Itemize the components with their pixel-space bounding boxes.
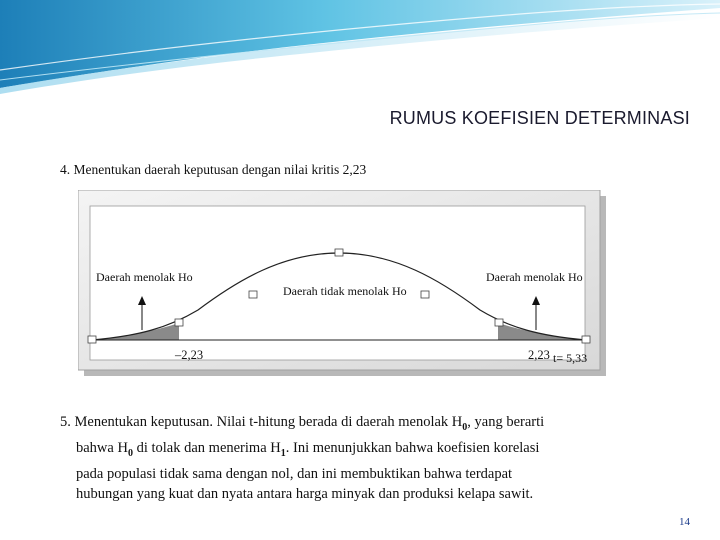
right-region-label: Daerah menolak Ho (486, 270, 583, 284)
step-5-line-1b: , yang berarti (467, 414, 545, 430)
subscript-1: 1 (280, 447, 286, 459)
handle-peak (335, 249, 343, 256)
subscript-0b: 0 (127, 447, 133, 459)
left-region-label: Daerah menolak Ho (96, 270, 193, 284)
page-number: 14 (679, 516, 690, 528)
header-swoosh-decoration (0, 0, 720, 95)
step-5-line-2a: bahwa H (76, 439, 128, 456)
step-5-line-4: hubungan yang kuat dan nyata antara harga minyak dan produksi kelapa sawit. (76, 485, 534, 502)
step-5-line-2 (60, 438, 680, 464)
handle-right-critical (495, 319, 503, 326)
subscript-0: 0 (462, 421, 468, 433)
step-5-line-2b: di tolak dan menerima H (132, 439, 281, 456)
step-5-line-1a: 5. Menentukan keputusan. Nilai t-hitung berada di daerah menolak H (60, 414, 463, 430)
handle-left-critical (175, 319, 183, 326)
handle-left-end (88, 336, 96, 343)
handle-right-mid (421, 291, 429, 298)
slide-title: RUMUS KOEFISIEN DETERMINASI (389, 108, 690, 128)
step-5-line-2c: . Ini menunjukkan bahwa koefisien korelasi (285, 439, 540, 456)
handle-left-mid (249, 291, 257, 298)
handle-right-end (582, 336, 590, 343)
step-5-line-1 (60, 412, 680, 438)
step-5-line-3: pada populasi tidak sama dengan nol, dan ini membuktikan bahwa terdapat (76, 465, 513, 482)
critical-value-negative: –2,23 (175, 348, 204, 362)
t-statistic-label: t= 5,33 (553, 351, 588, 365)
step-4-text: 4. Menentukan daerah keputusan dengan nilai kritis 2,23 (60, 162, 367, 177)
step-5-paragraph (60, 412, 680, 504)
middle-region-label: Daerah tidak menolak Ho (283, 284, 407, 298)
critical-value-positive: 2,23 (528, 348, 550, 362)
